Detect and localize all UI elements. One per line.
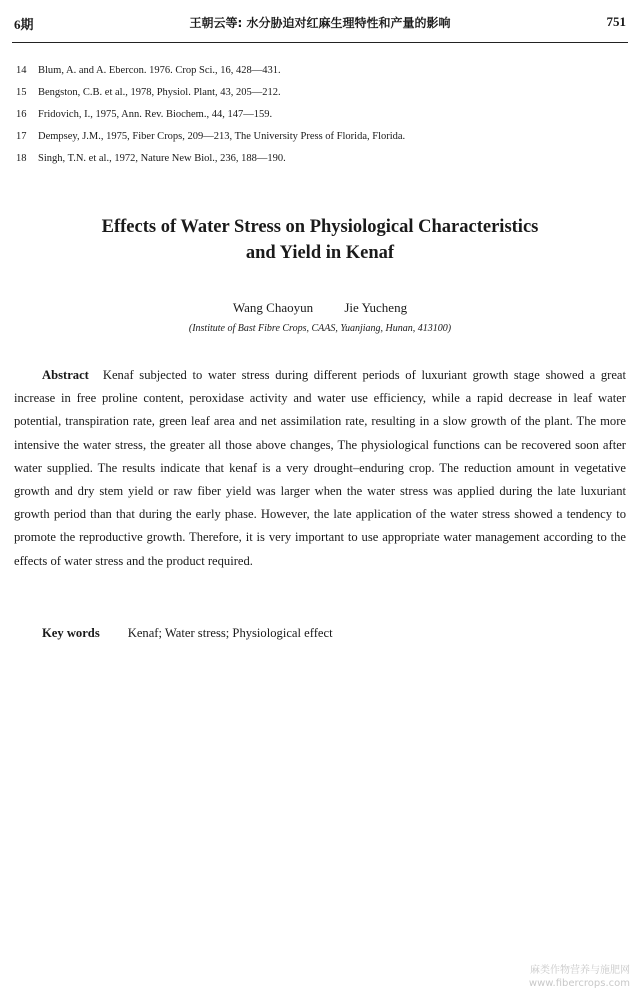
reference-number: 18 — [16, 153, 27, 164]
author-name: Jie Yucheng — [344, 300, 408, 315]
header-rule — [12, 42, 628, 43]
watermark-line: 麻类作物营养与施肥网 — [530, 965, 630, 976]
running-title: 王朝云等: 水分胁迫对红麻生理特性和产量的影响 — [189, 16, 451, 30]
page-number: 751 — [606, 14, 626, 29]
reference-number: 15 — [16, 87, 27, 98]
article-title — [20, 214, 620, 266]
reference-text: Singh, T.N. et al., 1972, Nature New Biol., 236, 188—190. — [38, 153, 286, 164]
reference-text: Blum, A. and A. Ebercon. 1976. Crop Sci., 16, 428—431. — [38, 65, 281, 76]
keywords-text: Kenaf; Water stress; Physiological effect — [127, 626, 333, 640]
reference-number: 17 — [16, 131, 27, 142]
reference-text: Dempsey, J.M., 1975, Fiber Crops, 209—213, The University Press of Florida, Florida. — [38, 131, 406, 142]
abstract-text: Kenaf subjected to water stress during different periods of luxuriant growth stage showed a great increase in free proline content, peroxidase activity and water use efficiency, while a rapid decrease in leaf water potential, transpiration rate, green leaf area and net assimilation rate, resulting in a slow growth of the plant. The more intensive the water stress, the greater all those above changes, The physiological functions can be recovered soon after water supplied. The results indicate that kenaf is a very drought–enduring crop. The reduction amount in vegetative growth and dry stem yield or raw fiber yield was larger when the water stress was applied during the late luxuriant growth period than that during the early phase. However, the late application of the water stress showed a tendency to promote the reproductive growth. Therefore, it is very important to use appropriate water management according to the effects of water stress and the product required. — [14, 368, 626, 568]
author-list — [20, 300, 620, 316]
keywords-label: Key words — [42, 626, 100, 640]
reference-item — [16, 126, 616, 148]
reference-number: 14 — [16, 65, 27, 76]
reference-number: 16 — [16, 109, 27, 120]
abstract-label: Abstract — [42, 368, 89, 382]
reference-list — [16, 60, 616, 170]
author-name: Wang Chaoyun — [232, 300, 314, 315]
reference-item — [16, 82, 616, 104]
reference-item — [16, 104, 616, 126]
article-title-line: and Yield in Kenaf — [245, 243, 395, 263]
reference-text: Bengston, C.B. et al., 1978, Physiol. Plant, 43, 205—212. — [38, 87, 281, 98]
reference-item — [16, 60, 616, 82]
author-affiliation: (Institute of Bast Fibre Crops, CAAS, Yuanjiang, Hunan, 413100) — [188, 323, 452, 334]
running-head — [12, 14, 628, 36]
issue-number: 6期 — [14, 17, 34, 32]
watermark-line: www.fibercrops.com — [528, 978, 630, 989]
keywords-section — [42, 626, 622, 641]
reference-item — [16, 148, 616, 170]
site-watermark — [529, 964, 630, 990]
abstract-section — [14, 364, 626, 573]
article-title-line: Effects of Water Stress on Physiological Characteristics — [101, 217, 539, 237]
reference-text: Fridovich, I., 1975, Ann. Rev. Biochem., 44, 147—159. — [38, 109, 273, 120]
